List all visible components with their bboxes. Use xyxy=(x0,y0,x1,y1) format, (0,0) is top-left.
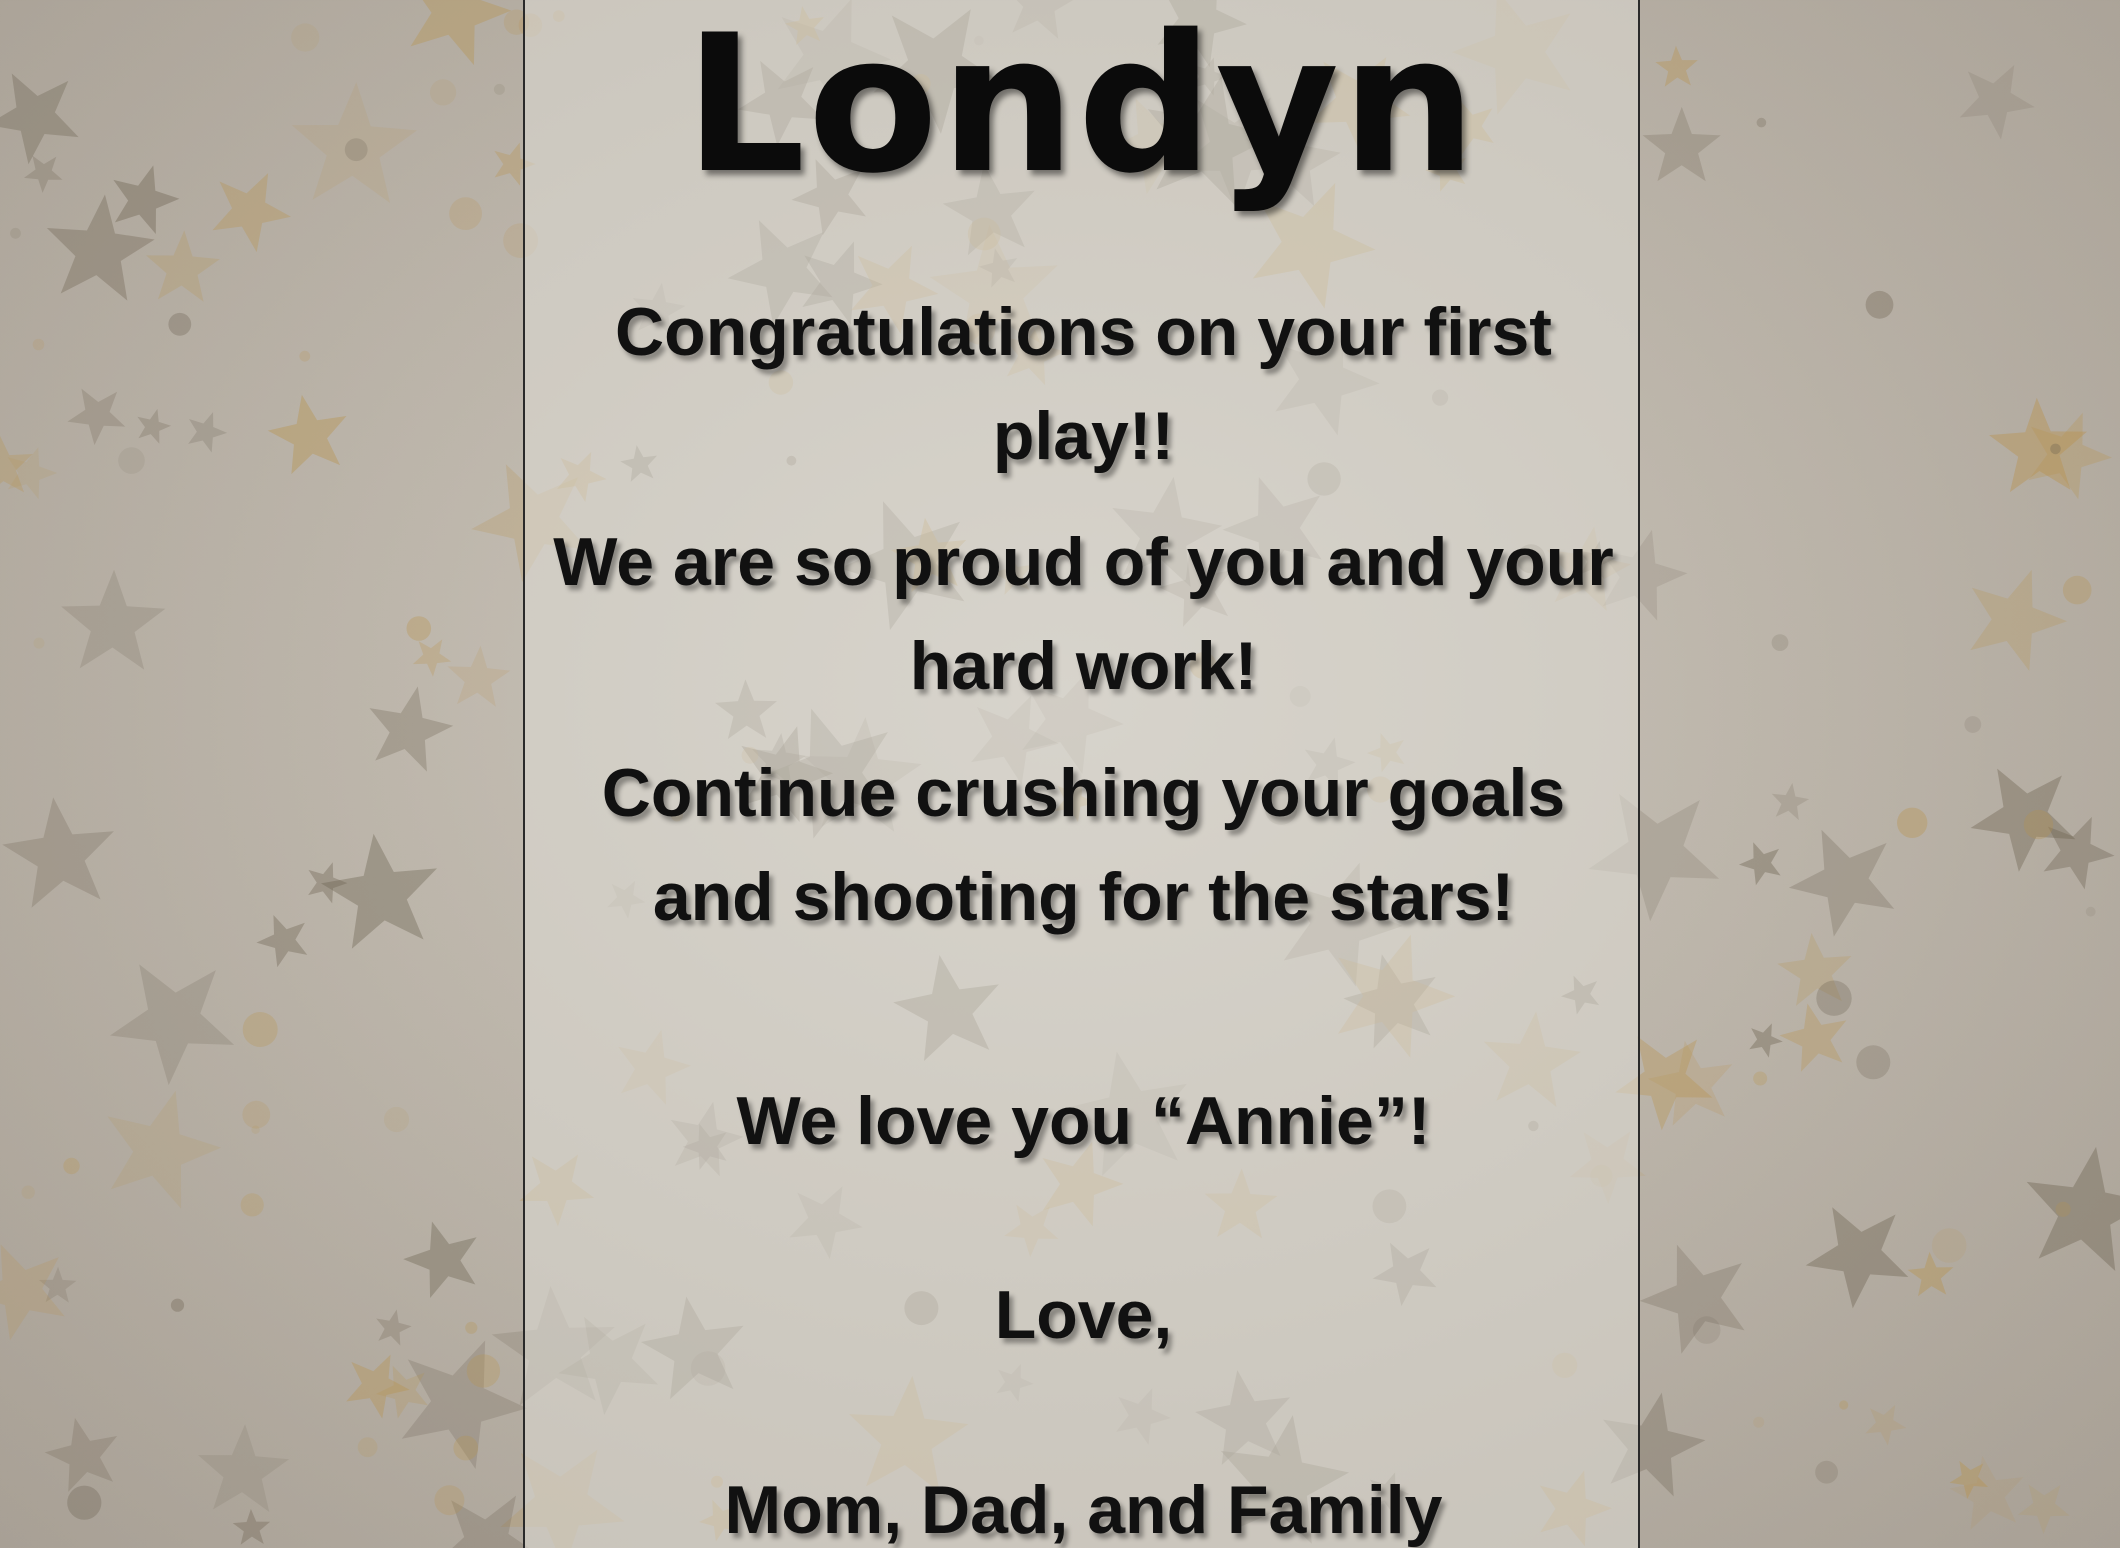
confetti-dot xyxy=(407,616,432,641)
confetti-star xyxy=(0,49,102,176)
confetti-star xyxy=(1643,107,1721,181)
confetti-star xyxy=(37,1404,136,1504)
confetti-star xyxy=(1775,803,1923,951)
confetti-star xyxy=(1734,832,1793,891)
confetti-dot xyxy=(63,1158,79,1174)
confetti-star xyxy=(335,1341,420,1424)
confetti-star xyxy=(2013,397,2120,505)
confetti-star xyxy=(1743,1017,1787,1061)
confetti-star xyxy=(1947,47,2048,146)
confetti-star xyxy=(260,381,365,488)
confetti-star xyxy=(1627,1220,1776,1370)
signature-line: Mom, Dad, and Family xyxy=(724,1472,1443,1548)
confetti-star xyxy=(391,0,523,71)
confetti-dot xyxy=(465,1322,477,1334)
confetti-star xyxy=(0,1221,91,1354)
confetti-star xyxy=(1904,1246,1961,1305)
confetti-dot xyxy=(67,1486,101,1520)
confetti-star xyxy=(199,155,304,258)
confetti-dot xyxy=(2024,810,2053,839)
confetti-star xyxy=(144,228,221,302)
confetti-dot xyxy=(1932,1228,1967,1263)
confetti-star xyxy=(369,1353,442,1426)
confetti-star xyxy=(379,1316,545,1478)
confetti-dot xyxy=(1816,981,1851,1016)
confetti-dot xyxy=(22,1186,35,1199)
confetti-star xyxy=(1983,386,2104,510)
confetti-star xyxy=(2010,1469,2081,1539)
confetti-dot xyxy=(453,1436,478,1461)
confetti-star xyxy=(89,1075,233,1215)
confetti-dot xyxy=(1866,291,1894,319)
confetti-dot xyxy=(1897,808,1927,838)
confetti-dot xyxy=(449,197,482,230)
confetti-star xyxy=(230,1504,276,1548)
confetti-dot xyxy=(1772,634,1789,651)
confetti-star xyxy=(1771,922,1866,1019)
confetti-dot xyxy=(1815,1461,1838,1484)
confetti-star xyxy=(1858,1395,1913,1449)
confetti-star xyxy=(92,930,263,1101)
confetti-dot xyxy=(242,1101,270,1129)
confetti-star xyxy=(2031,802,2120,895)
congratulations-message: Congratulations on your first play!! xyxy=(615,294,1552,474)
confetti-star xyxy=(1956,740,2101,885)
proud-message: We are so proud of you and your hard work! xyxy=(553,524,1614,704)
confetti-dot xyxy=(434,1485,464,1515)
confetti-dot xyxy=(251,1126,259,1134)
confetti-dot xyxy=(291,23,319,51)
confetti-star xyxy=(132,404,174,445)
confetti-star xyxy=(102,156,186,238)
confetti-dot xyxy=(2050,444,2061,455)
confetti-star xyxy=(395,1206,498,1310)
confetti-star xyxy=(1943,1444,2040,1543)
confetti-dot xyxy=(1753,1417,1764,1428)
confetti-dot xyxy=(494,84,505,95)
confetti-dot xyxy=(241,1193,264,1216)
confetti-star xyxy=(311,816,462,969)
confetti-dot xyxy=(345,138,368,161)
confetti-star xyxy=(181,405,232,455)
confetti-dot xyxy=(1964,716,1981,733)
confetti-dot xyxy=(1757,118,1767,128)
confetti-dot xyxy=(34,638,45,649)
confetti-star xyxy=(2015,1137,2120,1275)
confetti-star xyxy=(1952,553,2079,677)
confetti-dot xyxy=(1753,1072,1767,1086)
confetti-dot xyxy=(2056,1202,2071,1217)
confetti-star xyxy=(1773,991,1864,1083)
confetti-star xyxy=(0,780,138,927)
confetti-star xyxy=(40,189,159,303)
confetti-star xyxy=(1769,780,1811,821)
confetti-star xyxy=(359,678,460,775)
confetti-dot xyxy=(1856,1045,1890,1079)
confetti-star xyxy=(1640,1026,1752,1140)
confetti-star xyxy=(1791,1180,1933,1322)
confetti-dot xyxy=(467,1354,500,1387)
confetti-dot xyxy=(358,1437,378,1457)
confetti-star xyxy=(301,856,353,906)
confetti-star xyxy=(1653,40,1706,94)
love-message: We love you “Annie”! xyxy=(736,1083,1431,1159)
confetti-star xyxy=(407,629,459,680)
confetti-star xyxy=(0,439,63,502)
confetti-star xyxy=(196,1422,291,1513)
confetti-star xyxy=(0,425,45,507)
confetti-dot xyxy=(168,313,191,336)
closing-line: Love, xyxy=(994,1277,1173,1353)
encouragement-message: Continue crushing your goals and shooting for the stars! xyxy=(601,755,1566,935)
confetti-star xyxy=(289,80,419,204)
confetti-dot xyxy=(1693,1316,1721,1344)
confetti-star xyxy=(372,1306,415,1348)
confetti-star xyxy=(60,569,166,670)
confetti-dot xyxy=(384,1107,409,1132)
confetti-dot xyxy=(171,1299,184,1312)
message-panel xyxy=(523,0,1640,1548)
confetti-star xyxy=(18,145,71,198)
confetti-dot xyxy=(299,351,310,362)
confetti-star xyxy=(59,373,139,453)
confetti-dot xyxy=(243,1012,278,1047)
confetti-dot xyxy=(2086,907,2096,917)
confetti-dot xyxy=(2063,576,2092,605)
confetti-dot xyxy=(430,79,456,105)
confetti-dot xyxy=(33,339,45,351)
confetti-star xyxy=(1944,1450,1998,1503)
confetti-star xyxy=(445,644,512,708)
confetti-dot xyxy=(1839,1400,1848,1409)
recipient-name: Londyn xyxy=(684,0,1479,215)
confetti-dot xyxy=(118,447,145,474)
confetti-star xyxy=(250,903,322,975)
confetti-dot xyxy=(10,228,21,239)
confetti-star xyxy=(38,1266,76,1302)
